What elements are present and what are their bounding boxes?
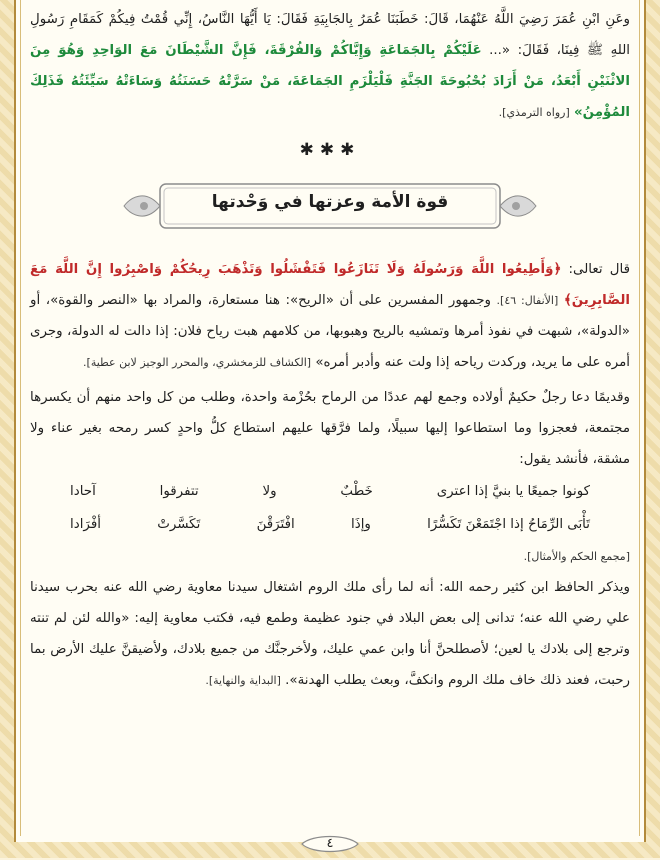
poem-2-part-3: افْتَرَقْنَ xyxy=(256,517,295,532)
poem-2-part-4: تَكَسَّرتْ xyxy=(157,517,201,532)
poem-2-part-5: أفْرَادا xyxy=(70,517,101,532)
section-title: قوة الأمة وعزتها في وَحْدتها xyxy=(211,192,449,212)
poem-1-part-4: تتفرقوا xyxy=(159,484,199,499)
verse-lead: قال تعالى: xyxy=(568,262,630,277)
ibn-kathir-paragraph xyxy=(30,572,630,696)
hadith-quote: عَلَيْكُمْ بِالجَمَاعَةِ وَإِيَّاكُمْ وَالفُرْقَةَ، فَإِنَّ الشَّيْطَانَ مَعَ الوَاحِدِ وَهُوَ مِنَ الاثْنَيْنِ xyxy=(30,43,630,89)
hadith-paragraph xyxy=(30,4,630,128)
hadith-source: [رواه الترمذي]. xyxy=(498,106,570,119)
poem-1-part-1: كونوا جميعًا يا بنيَّ إذا اعترى xyxy=(436,484,590,499)
verse-text: ﴿وَأَطِيعُوا اللَّهَ وَرَسُولَهُ وَلَا تَنَازَعُوا فَتَفْشَلُوا وَتَذْهَبَ رِيحُكُمْ وَاصْبِرُوا إِنَّ اللَّهَ مَعَ الصَّابِرِينَ﴾ xyxy=(30,262,630,308)
ibn-kathir-text: ويذكر الحافظ ابن كثير رحمه الله: أنه لما رأى ملك الروم اشتغال سيدنا معاوية رضي الله عنه بحرب سيدنا علي رضي الله عنه؛ تدانى إلى بعض البلاد في جنود عظيمة وطمع فيه، فكتب معاوية إليه: «والله لئن لم تنته وترجع إلى بلادك يا لعين؛ لأصطلحنَّ أنا وابن عمي عليك، ولأخرجنَّك من جميع بلادك، ولأضيقنَّ عليك الأرض بما رحبت، فعند ذلك خاف ملك الروم وانكفَّ، وبعث يطلب الهدنة». xyxy=(30,580,630,688)
verse-paragraph xyxy=(30,254,630,378)
poem-2-part-1: تَأْبَى الرِّمَاحُ إذا اجْتَمَعْنَ تَكَسُّرًا xyxy=(427,517,590,532)
hadith-quote-end: أَبْعَدُ، مَنْ أَرَادَ بُحْبُوحَةَ الجَنَّةِ فَلْيَلْزَمِ الجَمَاعَةَ، مَنْ سَرَّتْهُ حَسَنَتُهُ وَسَاءَتْهُ سَيِّئَتُهُ فَذَلِكَ المُؤْمِنُ» xyxy=(30,74,630,120)
verse-ref: [الأنفال: ٤٦]. xyxy=(496,294,559,307)
tafsir-ref: [الكشاف للزمخشري، والمحرر الوجيز لابن عطية]. xyxy=(83,356,312,369)
poem-line-1 xyxy=(30,475,630,508)
separator-stars: ✱✱✱ xyxy=(299,140,361,160)
poem-line-2 xyxy=(30,508,630,541)
page-content xyxy=(30,0,630,828)
poem-1-part-5: آحادا xyxy=(70,484,96,499)
poem-1-part-3: ولا xyxy=(262,484,277,499)
section-title-box xyxy=(120,178,540,234)
ibn-kathir-ref: [البداية والنهاية]. xyxy=(205,674,281,687)
spears-text: وقديمًا دعا رجلٌ حكيمٌ أولاده وجمع لهم عددًا من الرماح بحُزْمة واحدة، وطلب من كل واحد منهم أن يكسرها مجتمعة، فعجزوا وما استطاعوا إليها سبيلًا، ولما فرَّقها عليهم استطاع كلُّ واحدٍ كسر رمحه بغير عناء ولا مشقة، فأنشد يقول: xyxy=(30,390,630,467)
poem-ref-line xyxy=(30,541,630,572)
poem-1-part-2: خَطْبٌ xyxy=(340,484,373,499)
hadith-lead: اللهِ ﷺ فِينَا، فَقَالَ: «... xyxy=(489,43,630,58)
poem-ref: [مجمع الحكم والأمثال]. xyxy=(523,550,630,563)
hadith-line-1: وعَنِ ابْنِ عُمَرَ رَضِيَ اللَّهُ عَنْهُمَا، قَالَ: خَطَبَنَا عُمَرُ بِالجَابِيَةِ فَقَالَ: يَا أَيُّهَا النَّاسُ، إِنِّي قُمْتُ فِيكُمْ كَمَقَامِ رَسُولِ xyxy=(30,12,630,27)
spears-paragraph xyxy=(30,382,630,475)
page-number-badge xyxy=(298,832,362,856)
tafsir-text: وجمهور المفسرين على أن «الريح»: هنا مستعارة، والمراد بها «النصر والقوة»، أو «الدولة»، شبهت في نفوذ أمرها وتمشيه بالريح وهبوبها، من كلامهم هبت رياح فلان: إذا دالت له الدولة، وجرى أمره على ما يريد، وركدت رياحه إذا ولت عنه وأدبر أمره» xyxy=(30,293,630,370)
page-number: ٤ xyxy=(326,836,334,851)
poem-2-part-2: وإذَا xyxy=(351,517,371,532)
